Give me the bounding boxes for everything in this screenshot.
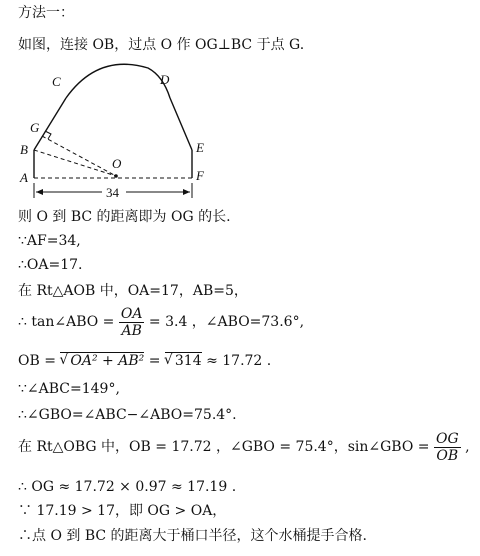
line-5 [18,303,304,341]
fraction-den-2: OB [436,447,459,464]
line-7: ∵∠ABC=149°, [18,381,120,397]
segment-de [170,98,192,150]
line-2: ∵AF=34, [18,233,81,249]
label-g: G [30,120,40,135]
sqrt-314: √ 314 [165,352,202,369]
line-6-mid: = [148,353,161,369]
line-9-pre: 在 Rt△OBG 中，OB = 17.72 ，∠GBO = 75.4°，sin∠GBO = [18,439,430,455]
dim-label: 34 [106,185,119,200]
line-6-post: ≈ 17.72 . [206,353,272,369]
line-8: ∴∠GBO=∠ABC−∠ABO=75.4°. [18,407,237,423]
line-3: ∴OA=17. [18,257,83,273]
line-9-post: , [465,439,470,455]
fraction-num: OA [120,305,143,322]
label-c: C [52,74,61,89]
arc-cd [66,64,170,98]
line-11: ∵ 17.19 > 17，即 OG > OA， [18,503,227,519]
point-o [114,174,118,178]
line-6-pre: OB = [18,353,56,369]
line-5-post: = 3.4 ，∠ABO=73.6°, [148,314,305,330]
line-5-pre: ∴ tan∠ABO = [18,314,115,330]
line-6 [18,352,271,370]
line-4: 在 Rt△AOB 中，OA=17，AB=5， [18,283,248,299]
fraction-og-ob [434,431,461,464]
fraction-num-2: OG [435,430,459,447]
geometry-diagram [18,58,218,208]
label-f: F [196,168,204,183]
line-9 [18,428,470,466]
label-o: O [112,156,122,171]
label-a: A [20,170,28,185]
fraction-oa-ab [119,306,145,339]
label-e: E [196,140,204,155]
dim-arrow-right [183,189,190,195]
intro-line: 如图，连接 OB，过点 O 作 OG⊥BC 于点 G. [18,37,305,53]
dim-arrow-left [36,189,43,195]
method-title: 方法一： [18,5,74,21]
right-angle-mark [45,131,51,139]
sqrt-expression: √ OA² + AB² [60,352,144,369]
dashed-og [42,136,116,176]
line-12: ∴点 O 到 BC 的距离大于桶口半径，这个水桶提手合格. [18,528,367,544]
fraction-den: AB [121,322,142,339]
label-d: D [160,72,170,87]
line-10: ∴ OG ≈ 17.72 × 0.97 ≈ 17.19 . [18,479,237,495]
line-1: 则 O 到 BC 的距离即为 OG 的长. [18,209,231,225]
label-b: B [20,142,28,157]
